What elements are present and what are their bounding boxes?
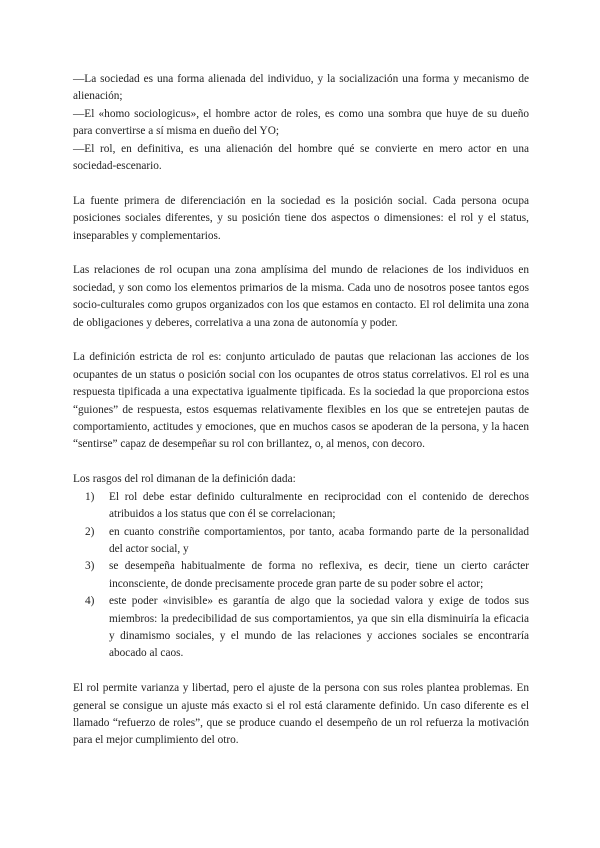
list-item-text: se desempeña habitualmente de forma no reflexiva, es decir, tiene un cierto carácter inconsciente, de donde precisamente procede gran parte de su poder sobre el actor; xyxy=(109,560,529,590)
list-item-number: 4) xyxy=(85,595,95,608)
list-item-text: en cuanto constriñe comportamientos, por tanto, acaba formando parte de la personalidad del actor social, y xyxy=(109,525,529,555)
list-item-text: El rol debe estar definido culturalmente en reciprocidad con el contenido de derechos atribuidos a los status que con él se correlacionan; xyxy=(109,490,529,521)
intro-item: —El rol, en definitiva, es una alienación del hombre qué se convierte en mero actor en una sociedad-escenario. xyxy=(73,142,529,173)
list-item xyxy=(73,558,529,593)
paragraph-role-relations: Las relaciones de rol ocupan una zona amplísima del mundo de relaciones de los individuos en sociedad, y son como los elementos primarios de la misma. Cada uno de nosotros posee tantos egos socio-culturales como grupos organizados con los que estamos en contacto. El rol delimita una zona de obligaciones y deberes, correlativa a una zona de autonomía y poder. xyxy=(73,264,529,329)
traits-list xyxy=(73,489,529,663)
list-item-number: 2) xyxy=(85,525,95,538)
paragraph-closing: El rol permite varianza y libertad, pero el ajuste de la persona con sus roles plantea problemas. En general se consigue un ajuste más exacto si el rol está claramente definido. Un caso diferente es el llamado “refuerzo de roles”, que se produce cuando el desempeño de un rol refuerza la motivación para el mejor cumplimiento del otro. xyxy=(73,682,529,747)
traits-intro: Los rasgos del rol dimanan de la definición dada: xyxy=(73,473,296,486)
intro-item: —El «homo sociologicus», el hombre actor de roles, es como una sombra que huye de su dueño para convertirse a sí misma en dueño del YO; xyxy=(73,107,529,138)
list-item-number: 1) xyxy=(85,490,95,503)
paragraph-position: La fuente primera de diferenciación en la sociedad es la posición social. Cada persona ocupa posiciones sociales diferentes, y su posición tiene dos aspectos o dimensiones: el rol y el status, inseparables y complementarios. xyxy=(73,194,529,242)
list-item-text: este poder «invisible» es garantía de algo que la sociedad valora y exige de todos sus miembros: la predecibilidad de sus comportamientos, ya que sin ella disminuiría la eficacia y dinamismo sociales, y el mundo de las relaciones y acciones sociales se encontraría abocado al caos. xyxy=(109,595,529,660)
list-item-number: 3) xyxy=(85,560,95,573)
intro-item: —La sociedad es una forma alienada del individuo, y la socialización una forma y mecanismo de alienación; xyxy=(73,73,529,103)
intro-list xyxy=(73,71,529,175)
list-item xyxy=(73,489,529,524)
list-item xyxy=(73,593,529,663)
list-item xyxy=(73,524,529,559)
document-page xyxy=(73,71,529,750)
paragraph-definition: La definición estricta de rol es: conjunto articulado de pautas que relacionan las acciones de los ocupantes de un status o posición social con los ocupantes de otros status correlativos. El rol es una respuesta tipificada a una expectativa igualmente tipificada. Es la sociedad la que proporciona estos “guiones” de respuesta, estos esquemas relativamente flexibles en los que se entretejen pautas de comportamiento, actitudes y emociones, que en muchos casos se apoderan de la persona, y la hacen “sentirse” capaz de desempeñar su rol con brillantez, o, al menos, con decoro. xyxy=(73,351,529,451)
